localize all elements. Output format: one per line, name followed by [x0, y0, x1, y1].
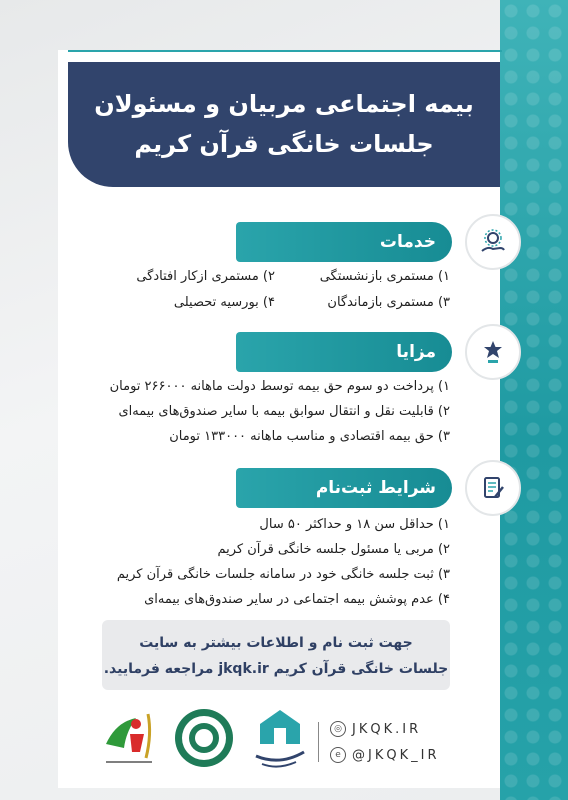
- list-item: ۲) مستمری ازکار افتادگی: [136, 269, 275, 284]
- messenger-icon: e: [330, 747, 346, 763]
- gear-hand-icon: [465, 214, 521, 270]
- page-title: بیمه اجتماعی مربیان و مسئولان: [94, 90, 474, 118]
- section-benefits-title: [236, 332, 452, 372]
- list-item: ۳) مستمری بازماندگان: [327, 295, 450, 310]
- benefits-list: [100, 378, 450, 453]
- jkqk-logo: [248, 704, 312, 774]
- social-text: @JKQK_IR: [352, 747, 440, 763]
- section-services-title: [236, 222, 452, 262]
- footer-links: [330, 718, 490, 770]
- section-requirements-title: [236, 468, 452, 508]
- page-subtitle: جلسات خانگی قرآن کریم: [134, 130, 434, 158]
- trophy-icon: [465, 324, 521, 380]
- section-title-text: خدمات: [379, 232, 436, 252]
- top-accent-line: [68, 50, 502, 52]
- social-link[interactable]: [330, 744, 490, 766]
- globe-icon: ◎: [330, 721, 346, 737]
- cta-line-2[interactable]: جلسات خانگی قرآن کریم jkqk.ir مراجعه فرمایید.: [103, 661, 449, 677]
- call-to-action-box: [102, 620, 450, 690]
- section-title-text: مزایا: [396, 342, 436, 362]
- seal-logo: [172, 706, 236, 770]
- list-item: ۳) حق بیمه اقتصادی و مناسب ماهانه ۱۳۳۰۰۰ تومان: [169, 429, 450, 444]
- list-item: ۴) عدم پوشش بیمه اجتماعی در سایر صندوق‌های بیمه‌ای: [144, 592, 450, 607]
- section-title-text: شرایط ثبت‌نام: [315, 478, 436, 498]
- list-item: ۲) قابلیت نقل و انتقال سوابق بیمه با سایر صندوق‌های بیمه‌ای: [118, 404, 450, 419]
- services-list: [110, 268, 450, 312]
- list-item: ۲) مربی یا مسئول جلسه خانگی قرآن کریم: [217, 542, 450, 557]
- page-header: [68, 62, 500, 187]
- social-security-fund-logo: [96, 704, 162, 770]
- cta-line-1: جهت ثبت نام و اطلاعات بیشتر به سایت: [139, 635, 413, 651]
- side-pattern-strip: [500, 0, 568, 800]
- list-item: ۴) بورسیه تحصیلی: [173, 295, 275, 310]
- footer-divider: [318, 722, 319, 762]
- list-item: ۱) مستمری بازنشستگی: [319, 269, 450, 284]
- requirements-list: [100, 516, 450, 616]
- list-item: ۱) حداقل سن ۱۸ و حداکثر ۵۰ سال: [259, 517, 450, 532]
- website-text: JKQK.IR: [352, 721, 422, 737]
- list-item: ۱) پرداخت دو سوم حق بیمه توسط دولت ماهانه ۲۶۶۰۰۰ تومان: [109, 379, 450, 394]
- form-pen-icon: [465, 460, 521, 516]
- website-link[interactable]: [330, 718, 490, 740]
- list-item: ۳) ثبت جلسه خانگی خود در سامانه جلسات خانگی قرآن کریم: [116, 567, 450, 582]
